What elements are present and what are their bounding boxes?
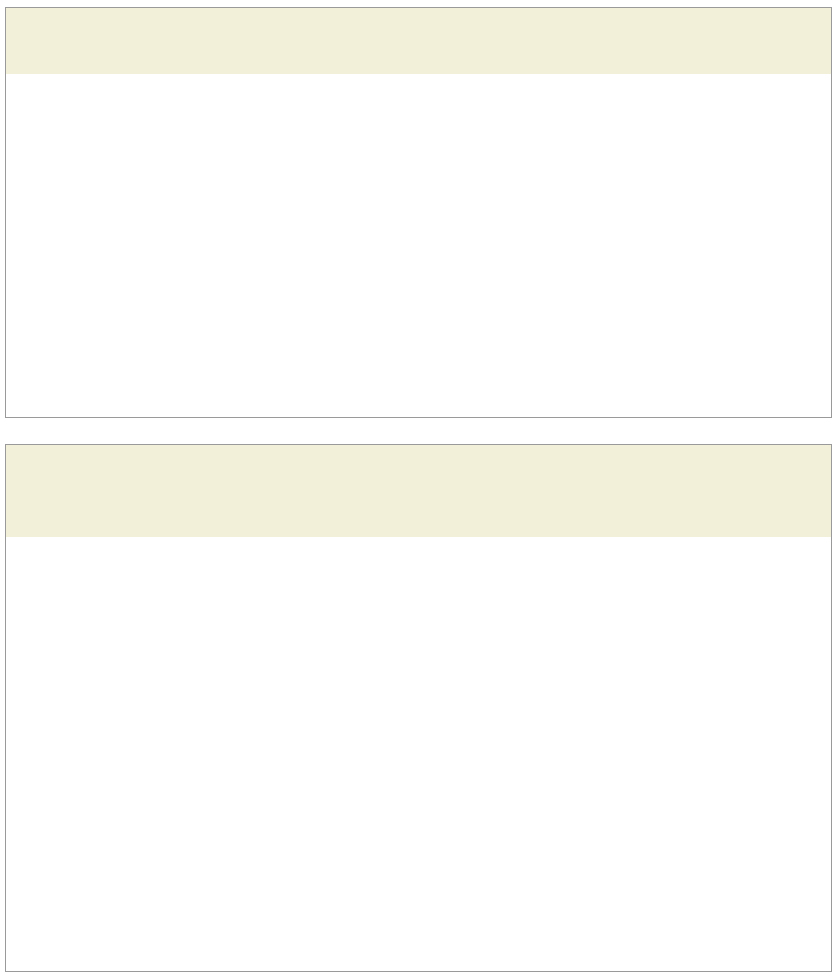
markets-table xyxy=(5,7,832,418)
cattle-table xyxy=(5,444,832,972)
markets-header xyxy=(6,8,831,74)
cattle-header xyxy=(6,445,831,537)
